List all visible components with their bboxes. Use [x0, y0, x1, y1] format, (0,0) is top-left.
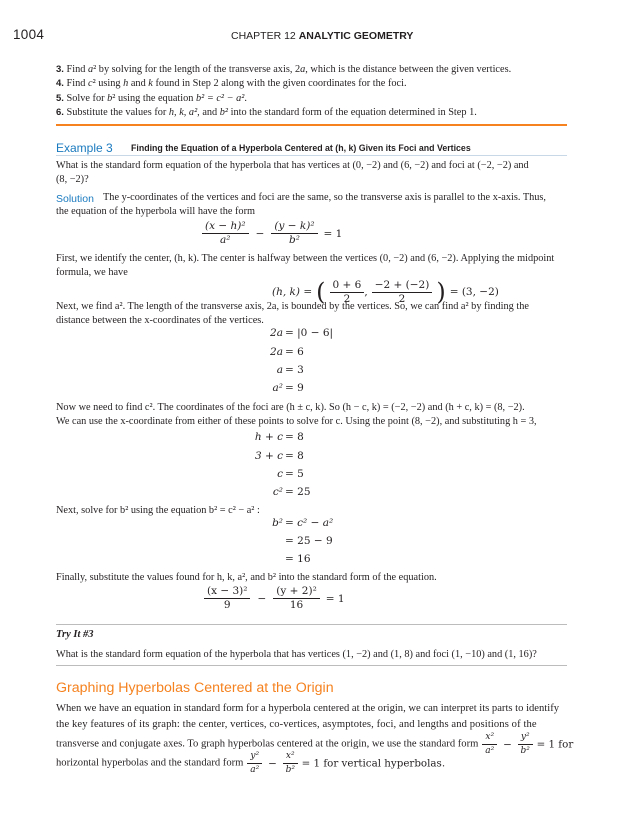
example-title-underline: [56, 155, 567, 156]
final-equation: $\frac{\text{(x − 3)²}}{9}$ − $\frac{\text{(y + 2)²}}{16}$ = 1: [204, 585, 345, 612]
c-eq-1-rhs: = 8: [285, 431, 304, 443]
find-c-line-2: We can use the x-coordinate from either of these points to solve for c. Using the point (8, −2), and substituting h = 3,: [56, 416, 537, 427]
chapter-number: CHAPTER 12: [231, 30, 296, 42]
section-para-line-2: the key features of its graph: the center, vertices, co-vertices, asymptotes, foci, and lengths and positions of the: [56, 719, 537, 730]
try-it-top-divider: [56, 624, 567, 625]
find-c-line-1: Now we need to find c². The coordinates of the foci are (h ± c, k). So (h − c, k) = (−2, −2) and (h + c, k) = (8, −2).: [56, 402, 525, 413]
a-eq-2-rhs: = 6: [285, 346, 304, 358]
try-it-label: Try It #3: [56, 629, 94, 640]
example-label: Example 3: [56, 141, 113, 155]
try-it-question: What is the standard form equation of the hyperbola that has vertices (1, −2) and (1, 8) and foci (1, −10) and (1, 16)?: [56, 649, 537, 660]
standard-form-equation: $\frac{\text{(x − h)²}}{\text{a²}}$ − $\frac{\text{(y − k)²}}{\text{b²}}$ = 1: [202, 220, 342, 247]
step-3: 3. Find a² by solving for the length of the transverse axis, 2a, which is the distance between the given vertices.: [56, 64, 512, 75]
example-title: Finding the Equation of a Hyperbola Centered at (h, k) Given its Foci and Vertices: [131, 143, 471, 153]
a-eq-3-rhs: = 3: [285, 364, 304, 376]
orange-divider: [56, 124, 567, 126]
a-eq-4-rhs: = 9: [285, 382, 304, 394]
center-line-2: formula, we have: [56, 267, 128, 278]
page-number: 1004: [13, 27, 45, 42]
c-eq-2-rhs: = 8: [285, 450, 304, 462]
solution-label: Solution: [56, 193, 94, 205]
find-a-line-1: Next, we find a². The length of the transverse axis, 2a, is bounded by the vertices. So, we can find a² by finding the: [56, 301, 529, 312]
section-para-line-1: When we have an equation in standard form for a hyperbola centered at the origin, we can interpret its parts to identify: [56, 703, 560, 714]
example-question-line-1: What is the standard form equation of the hyperbola that has vertices at (0, −2) and (6, −2) and foci at (−2, −2) and: [56, 160, 529, 171]
b-eq-3-rhs: = 16: [285, 553, 311, 565]
b-eq-1-rhs: = c² − a²: [285, 517, 334, 529]
try-it-bottom-divider: [56, 665, 567, 666]
solution-line-1: The y-coordinates of the vertices and foci are the same, so the transverse axis is parallel to the x-axis. Thus,: [103, 192, 546, 203]
final-line-1: Finally, substitute the values found for h, k, a², and b² into the standard form of the equation.: [56, 572, 437, 583]
midpoint-equation: (h, k) = ( $\frac{0 + 6}{2}$ , $\frac{-2 + (-2)}{2}$ ) = (3, −2): [272, 278, 499, 306]
chapter-title: ANALYTIC GEOMETRY: [298, 30, 414, 42]
find-b-line-1: Next, solve for b² using the equation b² = c² − a² :: [56, 505, 260, 516]
section-para-line-3: transverse and conjugate axes. To graph hyperbolas centered at the origin, we use the standard form $\frac{\text{x²}}{\text{a²}}$ − $\frac{\text{y²}}{\text{b²}}$ = 1 for: [56, 732, 574, 756]
find-a-line-2: distance between the x-coordinates of the vertices.: [56, 315, 264, 326]
solution-line-2: the equation of the hyperbola will have the form: [56, 206, 256, 217]
step-5: 5. Solve for b² using the equation b² = c² − a².: [56, 93, 247, 104]
b-eq-2-rhs: = 25 − 9: [285, 535, 333, 547]
c-eq-3-rhs: = 5: [285, 468, 304, 480]
section-heading: Graphing Hyperbolas Centered at the Origin: [56, 680, 334, 696]
c-eq-4-rhs: = 25: [285, 486, 311, 498]
running-header: [231, 30, 413, 42]
step-4: 4. Find c² using h and k found in Step 2 along with the given coordinates for the foci.: [56, 78, 407, 89]
step-6: 6. Substitute the values for h, k, a², and b² into the standard form of the equation determined in Step 1.: [56, 107, 477, 118]
a-eq-1-rhs: = |0 − 6|: [285, 327, 334, 339]
example-question-line-2: (8, −2)?: [56, 174, 89, 185]
section-para-line-4: horizontal hyperbolas and the standard form $\frac{\text{y²}}{\text{a²}}$ − $\frac{\text{x²}}{\text{b²}}$ = 1 for vertical hyperbolas.: [56, 751, 446, 775]
center-line-1: First, we identify the center, (h, k). The center is halfway between the vertices (0, −2) and (6, −2). Applying the midpoint: [56, 253, 555, 264]
